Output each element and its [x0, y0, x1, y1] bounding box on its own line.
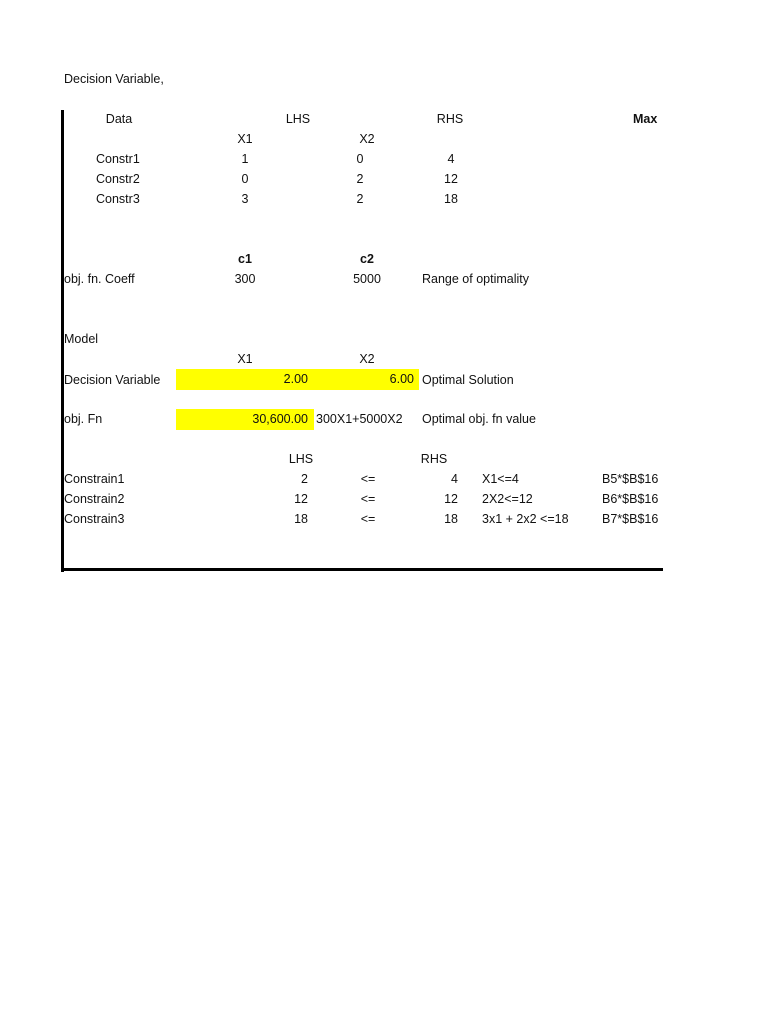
constrain3-lhs: 18: [294, 512, 308, 526]
constr2-x1: 0: [241, 172, 249, 186]
constrain3-rhs: 18: [444, 512, 458, 526]
constraint-lhs-header: LHS: [288, 452, 314, 466]
constr1-x2: 0: [356, 152, 364, 166]
model-label: Model: [64, 332, 99, 346]
constr2-rhs: 12: [444, 172, 458, 186]
constrain1-op: <=: [360, 472, 376, 486]
constrain3-expr: 3x1 + 2x2 <=18: [482, 512, 569, 526]
x2-solution-cell[interactable]: 6.00: [389, 372, 414, 386]
decision-variable-label: Decision Variable: [64, 373, 161, 387]
constrain2-expr: 2X2<=12: [482, 492, 533, 506]
constrain1-expr: X1<=4: [482, 472, 519, 486]
constr1-rhs: 4: [447, 152, 455, 166]
constrain1-rhs: 4: [451, 472, 458, 486]
c2-value: 5000: [353, 272, 381, 286]
data-x1-header: X1: [237, 132, 253, 146]
model-x1-header: X1: [237, 352, 253, 366]
constr1-x1: 1: [241, 152, 249, 166]
constrain1-lhs: 2: [301, 472, 308, 486]
constr3-x1: 3: [241, 192, 249, 206]
rhs-label: RHS: [436, 112, 464, 126]
constrain2-lhs: 12: [294, 492, 308, 506]
constrain1-label: Constrain1: [64, 472, 125, 486]
model-x2-header: X2: [359, 352, 375, 366]
constrain1-formula: B5*$B$16: [602, 472, 659, 486]
constrain2-rhs: 12: [444, 492, 458, 506]
lhs-label: LHS: [285, 112, 311, 126]
constr2-x2: 2: [356, 172, 364, 186]
constrain2-formula: B6*$B$16: [602, 492, 659, 506]
obj-fn-value-cell[interactable]: 30,600.00: [252, 412, 308, 426]
constrain3-formula: B7*$B$16: [602, 512, 659, 526]
data-x2-header: X2: [359, 132, 375, 146]
bottom-border-line: [61, 568, 663, 571]
obj-fn-formula: 300X1+5000X2: [316, 412, 403, 426]
obj-coeff-label: obj. fn. Coeff: [64, 272, 135, 286]
c2-header: c2: [360, 252, 374, 266]
x1-solution-cell[interactable]: 2.00: [283, 372, 308, 386]
constr3-x2: 2: [356, 192, 364, 206]
optimal-obj-value-note: Optimal obj. fn value: [422, 412, 536, 426]
optimal-solution-note: Optimal Solution: [422, 373, 514, 387]
data-label: Data: [105, 112, 133, 126]
range-of-optimality-note: Range of optimality: [422, 272, 530, 286]
constraint-rhs-header: RHS: [420, 452, 448, 466]
constrain2-label: Constrain2: [64, 492, 125, 506]
constr1-label: Constr1: [96, 152, 140, 166]
constr2-label: Constr2: [96, 172, 140, 186]
constr3-rhs: 18: [444, 192, 458, 206]
constrain3-label: Constrain3: [64, 512, 125, 526]
max-label: Max: [633, 112, 658, 126]
c1-value: 300: [234, 272, 256, 286]
sheet-title: Decision Variable,: [64, 72, 164, 86]
c1-header: c1: [238, 252, 252, 266]
obj-fn-label: obj. Fn: [64, 412, 103, 426]
constrain2-op: <=: [360, 492, 376, 506]
constr3-label: Constr3: [96, 192, 140, 206]
constrain3-op: <=: [360, 512, 376, 526]
